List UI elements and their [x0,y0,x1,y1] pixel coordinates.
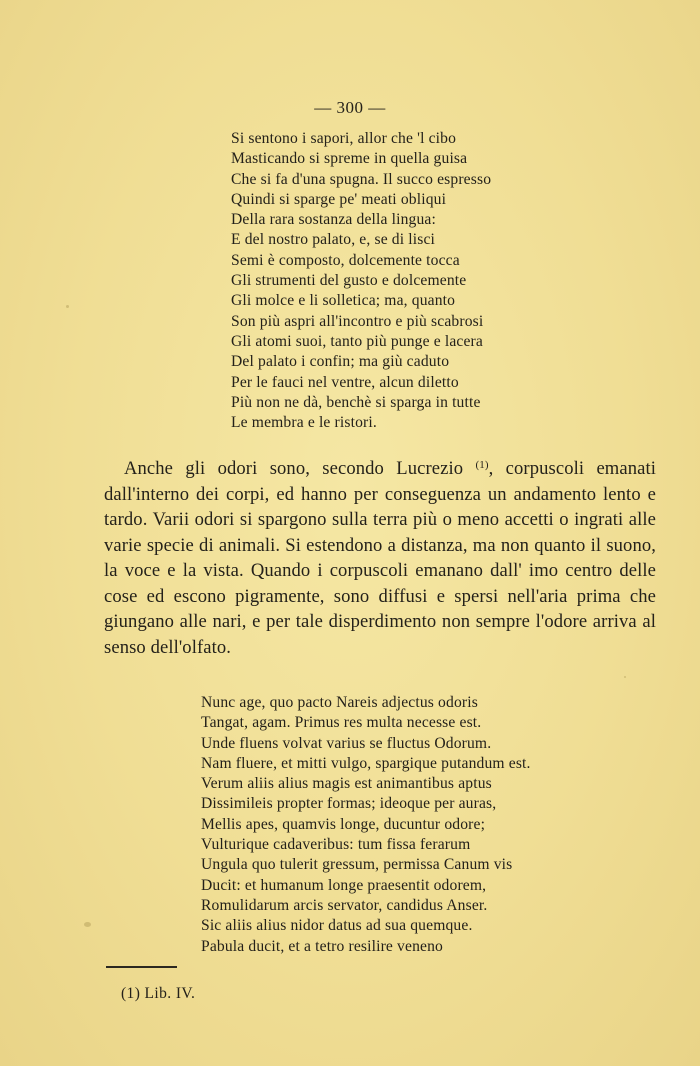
verse-line: Dissimileis propter formas; ideoque per auras, [201,795,497,813]
verse-line: Mellis apes, quamvis longe, ducuntur odore; [201,815,486,833]
verse-line: Gli molce e li solletica; ma, quanto [231,292,456,310]
verse-line: Si sentono i sapori, allor che 'l cibo [231,130,457,147]
verse-line: Pabula ducit, et a tetro resilire veneno [201,937,443,955]
verse-line: Gli atomi suoi, tanto più punge e lacera [231,332,483,350]
verse-line: Della rara sostanza della lingua: [231,211,436,229]
verse-line: Le membra e le ristori. [231,414,377,432]
verse-line: Tangat, agam. Primus res multa necesse est. [201,714,482,732]
prose-text-after-reference: , corpuscoli emanati dall'interno dei corpi, ed hanno per conseguenza un andamento lento e tardo. Varii odori si spargono sulla terra più o meno accetti o ingrati alle varie specie di animali. Si estendono a distanza, ma non quanto il suono, la voce e la vista. Quando i corpuscoli emanano dall' imo centro delle cose ed escono pigramente, sono diffusi e spersi nell'aria prima che giungano alle nari, e per tale disperdimento non sempre l'odore arriva al senso dell'olfato. [104,458,657,658]
prose-text-before-reference: Anche gli odori sono, secondo Lucrezio [124,458,476,479]
verse-line: Vulturique cadaveribus: tum fissa ferarum [201,836,471,854]
verse-line: Verum aliis alius magis est animantibus aptus [201,775,492,793]
verse-line: E del nostro palato, e, se di lisci [231,231,436,249]
verse-line: Sic aliis alius nidor datus ad sua quemque. [201,917,473,935]
verse-line: Romulidarum arcis servator, candidus Anser. [201,896,488,914]
paper-speck [84,922,91,927]
verse-line: Che si fa d'una spugna. Il succo espresso [231,170,492,188]
verse-line: Son più aspri all'incontro e più scabrosi [231,312,484,330]
latin-verse-block [201,693,531,957]
verse-line: Più non ne dà, benchè si sparga in tutte [231,393,481,411]
verse-line: Del palato i confin; ma giù caduto [231,353,450,371]
footnote: (1) Lib. IV. [121,985,196,1002]
page-number: — 300 — [314,98,386,117]
prose-paragraph [104,456,656,660]
verse-line: Gli strumenti del gusto e dolcemente [231,272,467,290]
footnote-reference: (1) [475,459,489,471]
verse-line: Unde fluens volvat varius se fluctus Odorum. [201,734,492,752]
verse-line: Masticando si spreme in quella guisa [231,150,468,168]
paper-speck [624,676,626,678]
verse-line: Ducit: et humanum longe praesentit odorem, [201,876,487,894]
verse-line: Quindi si sparge pe' meati obliqui [231,190,447,208]
verse-line: Ungula quo tulerit gressum, permissa Canum vis [201,856,513,874]
italian-verse-block [231,129,491,433]
verse-line: Per le fauci nel ventre, alcun diletto [231,373,459,391]
verse-line: Nam fluere, et mitti vulgo, spargique putandum est. [201,754,531,772]
footnote-divider [106,966,177,968]
verse-line: Nunc age, quo pacto Nareis adjectus odoris [201,694,478,711]
paper-speck [66,305,69,308]
verse-line: Semi è composto, dolcemente tocca [231,251,460,269]
